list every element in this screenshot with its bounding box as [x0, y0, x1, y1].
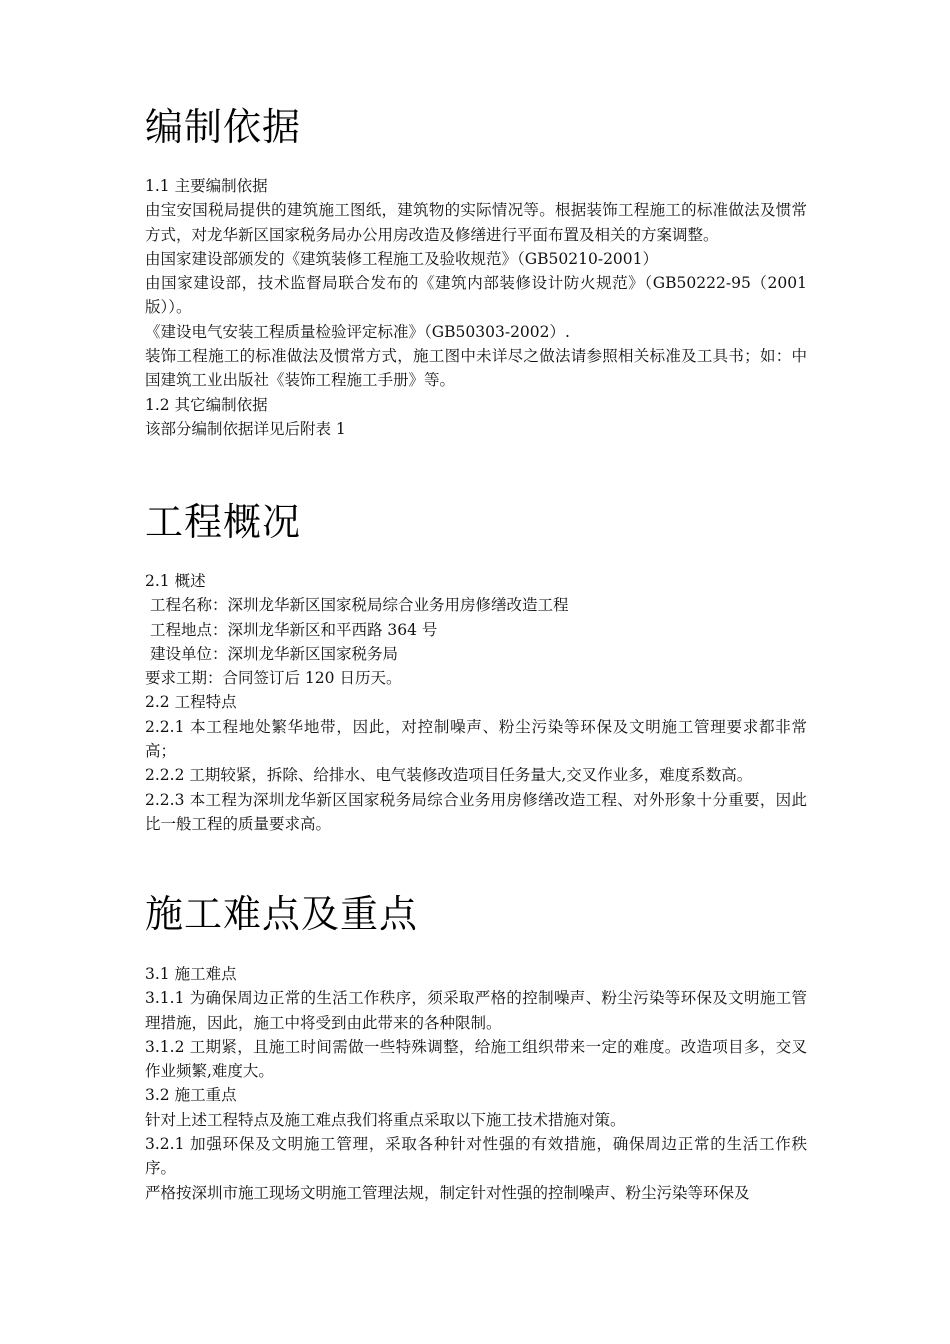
paragraph: 2.2.2 工期较紧，拆除、给排水、电气装修改造项目任务量大,交叉作业多，难度系数高。 — [145, 766, 753, 785]
section-body — [145, 962, 807, 1205]
paragraph: 装饰工程施工的标准做法及惯常方式，施工图中未详尽之做法请参照相关标准及工具书；如：中国建筑工业出版社《装饰工程施工手册》等。 — [145, 347, 807, 390]
paragraph: 3.1.1 为确保周边正常的生活工作秩序，须采取严格的控制噪声、粉尘污染等环保及文明施工管理措施，因此，施工中将受到由此带来的各种限制。 — [145, 989, 807, 1032]
paragraph: 建设单位：深圳龙华新区国家税务局 — [145, 644, 398, 663]
paragraph: 2.2.1 本工程地处繁华地带，因此，对控制噪声、粉尘污染等环保及文明施工管理要求都非常高； — [145, 717, 807, 761]
paragraph: 针对上述工程特点及施工难点我们将重点采取以下施工技术措施对策。 — [145, 1110, 626, 1129]
paragraph: 3.2.1 加强环保及文明施工管理，采取各种针对性强的有效措施，确保周边正常的生活工作秩序。 — [145, 1135, 807, 1178]
section-heading: 编制依据 — [145, 105, 302, 149]
section-compilation-basis — [145, 104, 807, 441]
section-body — [145, 174, 807, 441]
paragraph: 3.1 施工难点 — [145, 965, 237, 983]
paragraph: 1.2 其它编制依据 — [145, 395, 268, 414]
paragraph: 2.2 工程特点 — [145, 693, 237, 712]
paragraph: 要求工期：合同签订后 120 日历天。 — [145, 669, 402, 688]
paragraph: 该部分编制依据详见后附表 1 — [145, 419, 346, 438]
paragraph: 3.2 施工重点 — [145, 1086, 237, 1105]
section-body — [145, 569, 807, 836]
section-project-overview — [145, 499, 807, 836]
section-difficulties-and-key-points — [145, 891, 807, 1205]
paragraph: 2.1 概述 — [145, 572, 206, 590]
paragraph: 《建设电气安装工程质量检验评定标准》（GB50303-2002）. — [145, 322, 570, 341]
paragraph: 由国家建设部，技术监督局联合发布的《建筑内部装修设计防火规范》（GB50222-95（2001版））。 — [145, 274, 807, 317]
paragraph: 工程名称：深圳龙华新区国家税局综合业务用房修缮改造工程 — [145, 596, 569, 615]
paragraph: 由国家建设部颁发的《建筑装修工程施工及验收规范》（GB50210-2001） — [145, 249, 659, 268]
section-heading: 工程概况 — [145, 500, 302, 544]
paragraph: 3.1.2 工期紧，且施工时间需做一些特殊调整，给施工组织带来一定的难度。改造项目多，交叉作业频繁,难度大。 — [145, 1037, 807, 1081]
paragraph: 2.2.3 本工程为深圳龙华新区国家税务局综合业务用房修缮改造工程、对外形象十分重要，因此比一般工程的质量要求高。 — [145, 790, 807, 833]
section-heading: 施工难点及重点 — [145, 892, 419, 936]
paragraph: 1.1 主要编制依据 — [145, 177, 268, 195]
paragraph: 由宝安国税局提供的建筑施工图纸，建筑物的实际情况等。根据装饰工程施工的标准做法及惯常方式，对龙华新区国家税务局办公用房改造及修缮进行平面布置及相关的方案调整。 — [145, 201, 807, 244]
paragraph: 严格按深圳市施工现场文明施工管理法规，制定针对性强的控制噪声、粉尘污染等环保及 — [145, 1183, 750, 1202]
paragraph: 工程地点：深圳龙华新区和平西路 364 号 — [145, 620, 438, 639]
